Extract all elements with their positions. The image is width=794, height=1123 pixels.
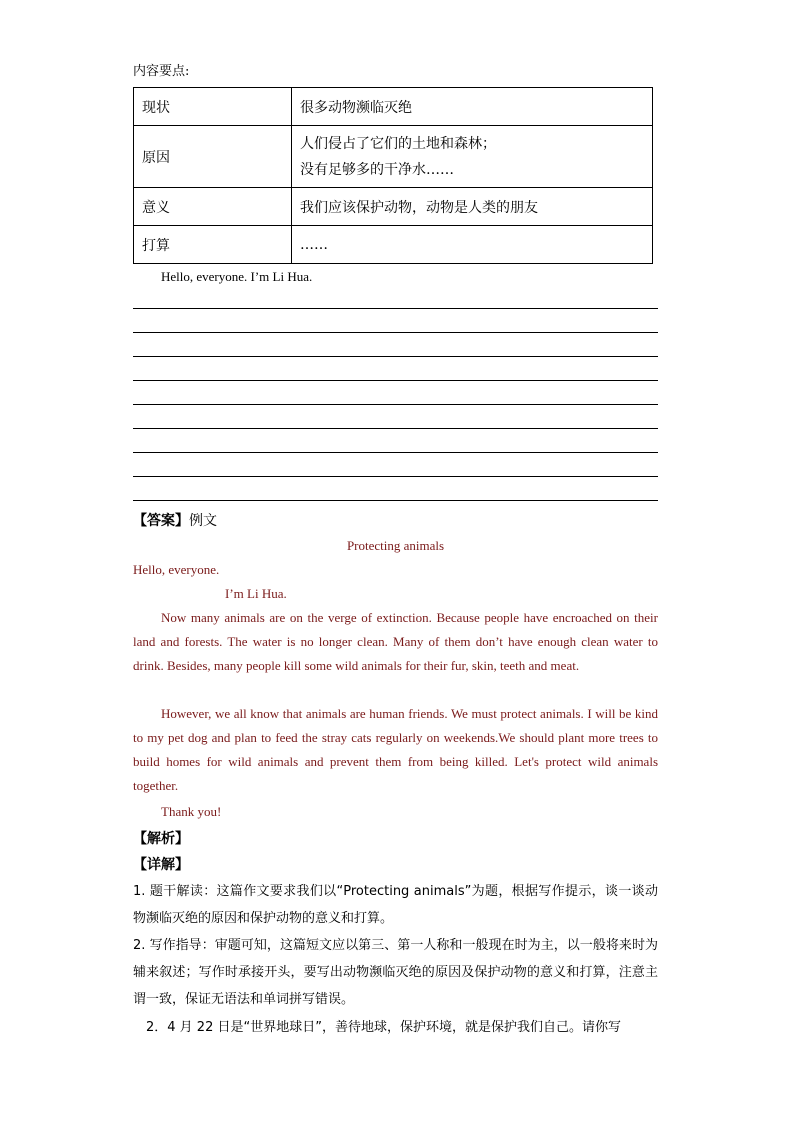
next-question: 2．4 月 22 日是“世界地球日”，善待地球，保护环境，就是保护我们自己。请你写 xyxy=(146,1020,621,1035)
writing-line xyxy=(133,332,658,333)
answer-label-suffix: 例文 xyxy=(189,513,217,529)
writing-line xyxy=(133,428,658,429)
row-value: 很多动物濒临灭绝 xyxy=(292,88,653,126)
answer-label xyxy=(133,510,217,530)
section-header: 内容要点: xyxy=(133,64,190,79)
essay-paragraph-1: Now many animals are on the verge of extinction. Because people have encroached on their land and forests. The water is no longer clean. Many of them don’t have enough clean water to drink. Besides, many people kill some wild animals for their fur, skin, teeth and meat. xyxy=(133,610,658,673)
table-row xyxy=(134,88,653,126)
row-value-line: 没有足够多的干净水…… xyxy=(300,161,454,178)
essay-hello: Hello, everyone. xyxy=(133,562,220,577)
row-value: …… xyxy=(292,226,653,264)
writing-greeting: Hello, everyone. I’m Li Hua. xyxy=(161,269,313,284)
writing-line xyxy=(133,500,658,501)
analysis-item-1: 1. 题干解读：这篇作文要求我们以“Protecting animals”为题，根据写作提示，谈一谈动物濒临灭绝的原因和保护动物的意义和打算。 xyxy=(133,884,658,926)
table-row xyxy=(134,188,653,226)
detail-label: 【详解】 xyxy=(133,857,189,873)
row-key: 意义 xyxy=(134,188,292,226)
analysis-label: 【解析】 xyxy=(133,831,189,847)
table-row xyxy=(134,126,653,188)
row-key: 打算 xyxy=(134,226,292,264)
essay-thanks: Thank you! xyxy=(161,804,222,819)
content-points-table xyxy=(133,87,653,264)
row-value xyxy=(292,126,653,188)
row-key: 原因 xyxy=(134,126,292,188)
essay-title: Protecting animals xyxy=(346,538,445,553)
writing-line xyxy=(133,356,658,357)
essay-paragraph-2: However, we all know that animals are human friends. We must protect animals. I will be kind to my pet dog and plan to feed the stray cats regularly on weekends.We should plant more trees to build homes for wild animals and prevent them from being killed. Let's protect wild animals together. xyxy=(133,706,658,793)
row-value: 我们应该保护动物，动物是人类的朋友 xyxy=(292,188,653,226)
table-row xyxy=(134,226,653,264)
writing-line xyxy=(133,452,658,453)
writing-line xyxy=(133,476,658,477)
row-value-line: 人们侵占了它们的土地和森林； xyxy=(300,135,496,152)
writing-line xyxy=(133,404,658,405)
answer-label-text: 【答案】 xyxy=(133,513,189,529)
essay-intro: I’m Li Hua. xyxy=(225,586,287,601)
row-key: 现状 xyxy=(134,88,292,126)
writing-line xyxy=(133,380,658,381)
analysis-item-2: 2. 写作指导：审题可知，这篇短文应以第三、第一人称和一般现在时为主，以一般将来时为辅来叙述；写作时承接开头，要写出动物濒临灭绝的原因及保护动物的意义和打算，注意主谓一致，保证无语法和单词拼写错误。 xyxy=(133,938,658,1007)
writing-line xyxy=(133,308,658,309)
